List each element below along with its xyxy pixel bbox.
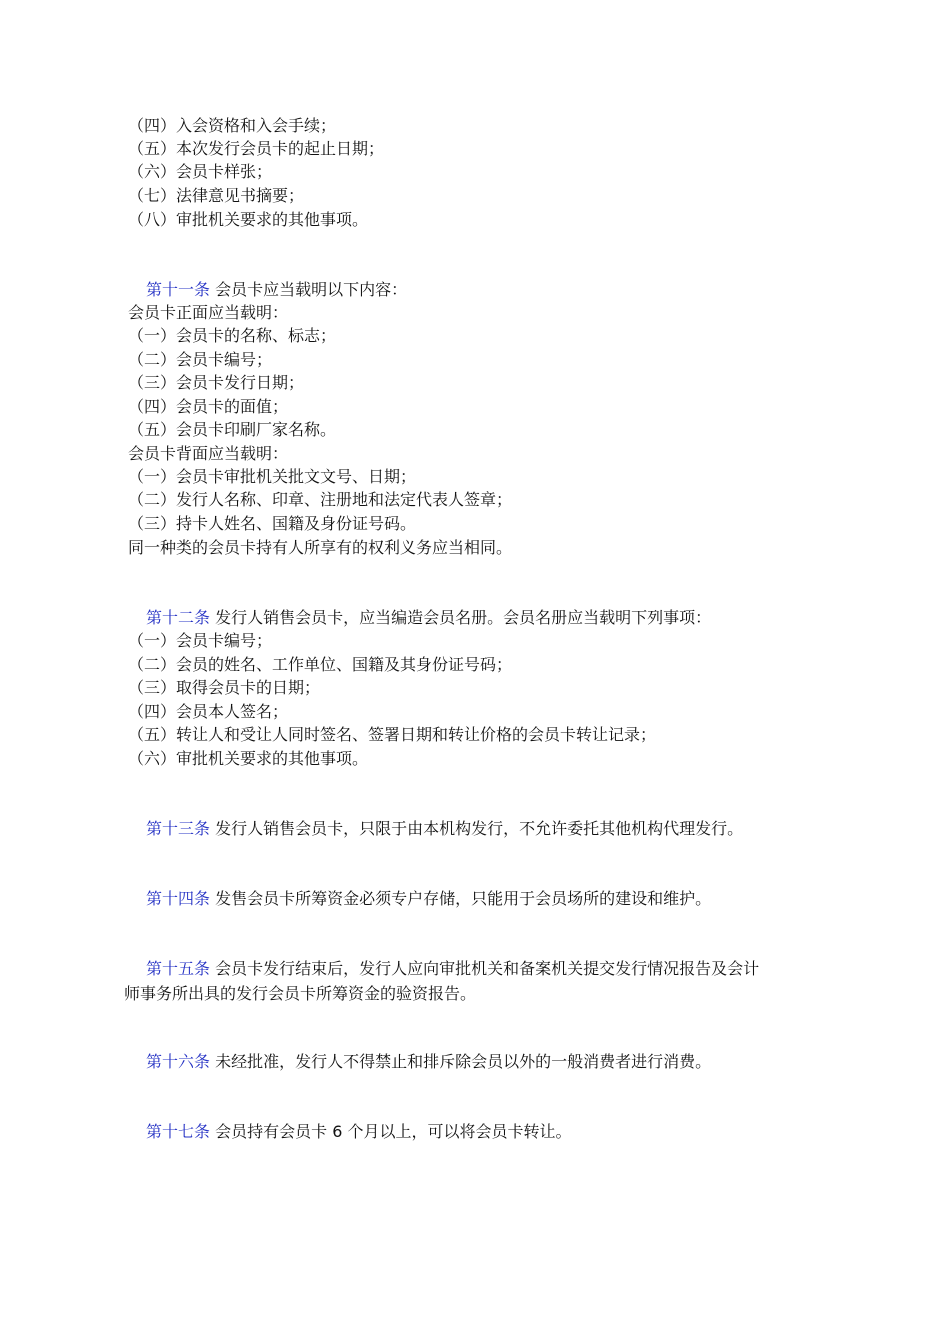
article-16 bbox=[146, 1051, 711, 1073]
article-14 bbox=[146, 888, 711, 910]
article-heading: 第十一条 bbox=[146, 280, 211, 299]
article-12 bbox=[146, 607, 711, 629]
list-item: （六）会员卡样张； bbox=[128, 162, 273, 181]
list-item: （三）持卡人姓名、国籍及身份证号码。 bbox=[128, 514, 417, 533]
article-heading: 第十二条 bbox=[146, 608, 211, 627]
article-heading: 第十三条 bbox=[146, 819, 211, 838]
section-title: 会员卡正面应当载明： bbox=[128, 303, 289, 322]
list-item: （七）法律意见书摘要； bbox=[128, 186, 305, 205]
article-text: 未经批准，发行人不得禁止和排斥除会员以外的一般消费者进行消费。 bbox=[210, 1052, 712, 1071]
paragraph-continuation: 师事务所出具的发行会员卡所筹资金的验资报告。 bbox=[124, 984, 477, 1003]
article-text: 会员卡发行结束后，发行人应向审批机关和备案机关提交发行情况报告及会计 bbox=[210, 959, 760, 978]
article-13 bbox=[146, 818, 743, 840]
article-text: 会员持有会员卡 6 个月以上，可以将会员卡转让。 bbox=[210, 1122, 572, 1141]
list-item: （二）会员的姓名、工作单位、国籍及其身份证号码； bbox=[128, 655, 513, 674]
list-item: （四）会员本人签名； bbox=[128, 702, 289, 721]
article-heading: 第十五条 bbox=[146, 959, 211, 978]
article-heading: 第十六条 bbox=[146, 1052, 211, 1071]
list-item: （一）会员卡编号； bbox=[128, 631, 273, 650]
list-item: （三）会员卡发行日期； bbox=[128, 373, 305, 392]
article-11 bbox=[146, 279, 407, 301]
list-item: （二）会员卡编号； bbox=[128, 350, 273, 369]
list-item: （一）会员卡的名称、标志； bbox=[128, 326, 337, 345]
article-15 bbox=[146, 958, 759, 980]
article-text: 发行人销售会员卡，只限于由本机构发行，不允许委托其他机构代理发行。 bbox=[210, 819, 744, 838]
list-item: （八）审批机关要求的其他事项。 bbox=[128, 210, 369, 229]
article-text: 发售会员卡所筹资金必须专户存储，只能用于会员场所的建设和维护。 bbox=[210, 889, 712, 908]
article-text: 发行人销售会员卡，应当编造会员名册。会员名册应当载明下列事项： bbox=[210, 608, 712, 627]
list-item: （四）会员卡的面值； bbox=[128, 397, 289, 416]
article-heading: 第十四条 bbox=[146, 889, 211, 908]
list-item: （一）会员卡审批机关批文文号、日期； bbox=[128, 467, 417, 486]
list-item: （三）取得会员卡的日期； bbox=[128, 678, 321, 697]
list-item: （五）会员卡印刷厂家名称。 bbox=[128, 420, 337, 439]
section-title: 会员卡背面应当载明： bbox=[128, 444, 289, 463]
list-item: （六）审批机关要求的其他事项。 bbox=[128, 749, 369, 768]
article-text: 会员卡应当载明以下内容： bbox=[210, 280, 408, 299]
article-heading: 第十七条 bbox=[146, 1122, 211, 1141]
list-item: （四）入会资格和入会手续； bbox=[128, 116, 337, 135]
list-item: （五）本次发行会员卡的起止日期； bbox=[128, 139, 385, 158]
list-item: （五）转让人和受让人同时签名、签署日期和转让价格的会员卡转让记录； bbox=[128, 725, 657, 744]
article-17 bbox=[146, 1121, 571, 1143]
paragraph: 同一种类的会员卡持有人所享有的权利义务应当相同。 bbox=[128, 538, 513, 557]
list-item: （二）发行人名称、印章、注册地和法定代表人签章； bbox=[128, 490, 513, 509]
